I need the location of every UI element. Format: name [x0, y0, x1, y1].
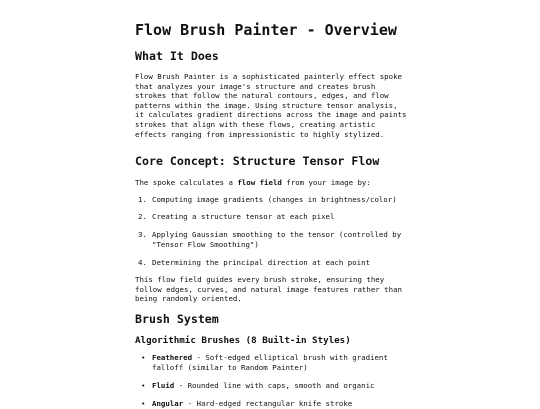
list-item-number: 4. — [138, 258, 147, 267]
brush-name: Fluid — [152, 381, 175, 390]
brush-description: - Rounded line with caps, smooth and organic — [174, 381, 375, 390]
bullet-icon: • — [141, 381, 146, 390]
subheading-algorithmic-brushes: Algorithmic Brushes (8 Built-in Styles) — [135, 335, 351, 346]
section-heading-what-it-does: What It Does — [135, 49, 219, 63]
section-heading-brush-system: Brush System — [135, 312, 219, 326]
brush-name: Feathered — [152, 353, 193, 362]
list-item-text: Applying Gaussian smoothing to the tensor (controlled by "Tensor Flow Smoothing") — [152, 230, 402, 249]
core-concept-outro: This flow field guides every brush stroke, ensuring they follow edges, curves, and natural image features rather than being randomly oriented. — [135, 275, 402, 304]
brush-description: - Hard-edged rectangular knife stroke — [183, 399, 353, 408]
brush-description: - Soft-edged elliptical brush with gradient falloff (similar to Random Painter) — [152, 353, 388, 372]
list-item-number: 3. — [138, 230, 147, 239]
list-item-number: 1. — [138, 195, 147, 204]
list-item-number: 2. — [138, 212, 147, 221]
what-it-does-paragraph: Flow Brush Painter is a sophisticated painterly effect spoke that analyzes your image's structure and creates brush strokes that follow the natural contours, edges, and flow patterns within the image. Using structure tensor analysis, it calculates gradient directions across the image and paints strokes that align with these flows, creating artistic effects ranging from impressionistic to highly stylized. — [135, 72, 407, 139]
flow-field-term: flow field — [237, 178, 282, 187]
bullet-icon: • — [141, 353, 146, 362]
bullet-icon: • — [141, 399, 146, 408]
core-concept-intro-before: The spoke calculates a — [135, 178, 238, 187]
list-item-text: Computing image gradients (changes in brightness/color) — [152, 195, 397, 204]
core-concept-intro — [135, 178, 407, 188]
list-item-text: Creating a structure tensor at each pixel — [152, 212, 335, 221]
brush-name: Angular — [152, 399, 184, 408]
page-title: Flow Brush Painter - Overview — [135, 21, 397, 39]
list-item-text: Determining the principal direction at each point — [152, 258, 371, 267]
core-concept-intro-after: from your image by: — [281, 178, 371, 187]
section-heading-core-concept: Core Concept: Structure Tensor Flow — [135, 154, 380, 168]
